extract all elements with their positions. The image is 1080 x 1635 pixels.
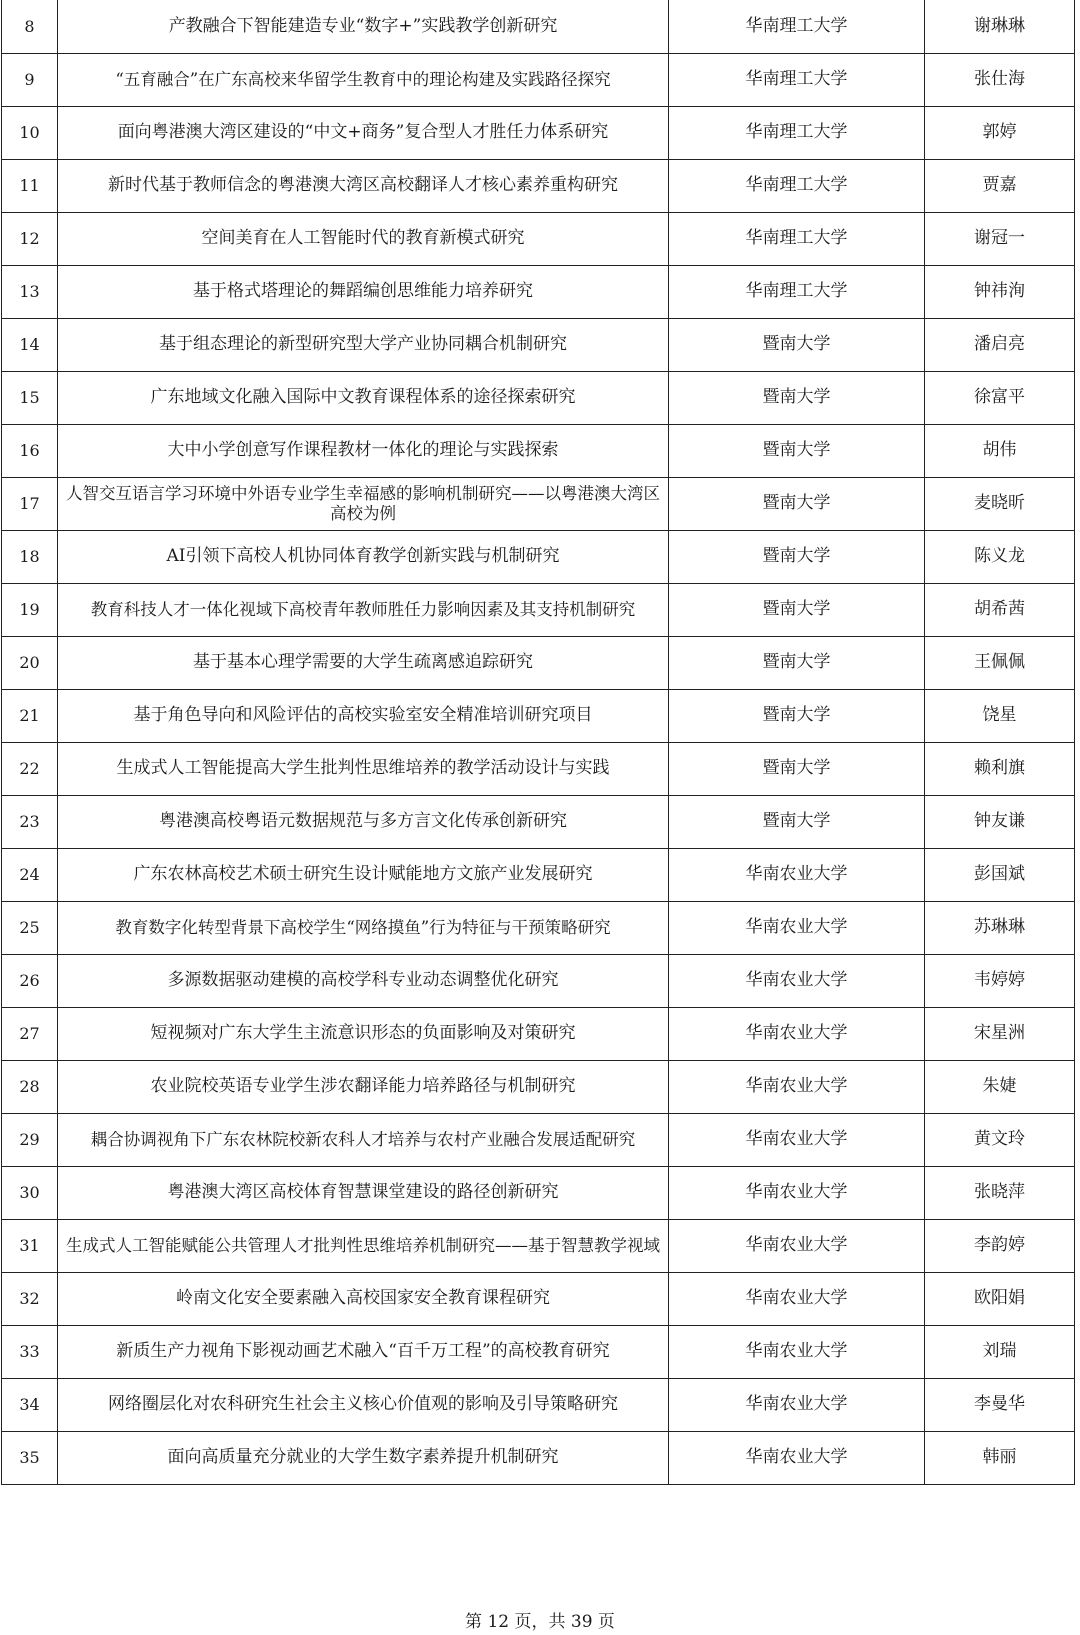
table-row (2, 901, 1075, 954)
institution-name: 华南理工大学 (669, 212, 925, 265)
table-row (2, 318, 1075, 371)
table-row (2, 1272, 1075, 1325)
table-row (2, 742, 1075, 795)
row-number: 13 (2, 265, 58, 318)
project-title: 面向高质量充分就业的大学生数字素养提升机制研究 (58, 1431, 669, 1484)
institution-name: 暨南大学 (669, 689, 925, 742)
project-leader: 朱婕 (925, 1060, 1075, 1113)
row-number: 31 (2, 1219, 58, 1272)
institution-name: 华南农业大学 (669, 954, 925, 1007)
row-number: 18 (2, 530, 58, 583)
row-number: 19 (2, 583, 58, 636)
page-footer: 第 12 页，共 39 页 (465, 1612, 615, 1632)
institution-name: 暨南大学 (669, 636, 925, 689)
table-row (2, 954, 1075, 1007)
project-leader: 王佩佩 (925, 636, 1075, 689)
institution-name: 华南理工大学 (669, 53, 925, 106)
institution-name: 华南农业大学 (669, 1219, 925, 1272)
institution-name: 华南农业大学 (669, 1007, 925, 1060)
table-row (2, 1113, 1075, 1166)
project-leader: 刘瑞 (925, 1325, 1075, 1378)
project-title: 粤港澳高校粤语元数据规范与多方言文化传承创新研究 (58, 795, 669, 848)
institution-name: 华南农业大学 (669, 1113, 925, 1166)
project-leader: 胡伟 (925, 424, 1075, 477)
project-leader: 黄文玲 (925, 1113, 1075, 1166)
row-number: 16 (2, 424, 58, 477)
project-title: 网络圈层化对农科研究生社会主义核心价值观的影响及引导策略研究 (58, 1378, 669, 1431)
table-row (2, 212, 1075, 265)
project-leader: 徐富平 (925, 371, 1075, 424)
row-number: 21 (2, 689, 58, 742)
project-leader: 韩丽 (925, 1431, 1075, 1484)
table-row (2, 1431, 1075, 1484)
project-leader: 钟祎洵 (925, 265, 1075, 318)
table-row (2, 848, 1075, 901)
project-title: 教育科技人才一体化视域下高校青年教师胜任力影响因素及其支持机制研究 (58, 583, 669, 636)
project-title: 基于基本心理学需要的大学生疏离感追踪研究 (58, 636, 669, 689)
project-title: 大中小学创意写作课程教材一体化的理论与实践探索 (58, 424, 669, 477)
project-title: 生成式人工智能提高大学生批判性思维培养的教学活动设计与实践 (58, 742, 669, 795)
institution-name: 华南农业大学 (669, 1060, 925, 1113)
project-title: 人智交互语言学习环境中外语专业学生幸福感的影响机制研究——以粤港澳大湾区高校为例 (58, 477, 669, 530)
project-title: 面向粤港澳大湾区建设的“中文+商务”复合型人才胜任力体系研究 (58, 106, 669, 159)
project-leader: 钟友谦 (925, 795, 1075, 848)
project-title: 产教融合下智能建造专业“数字+”实践教学创新研究 (58, 0, 669, 53)
institution-name: 暨南大学 (669, 583, 925, 636)
project-leader: 彭国斌 (925, 848, 1075, 901)
project-leader: 李曼华 (925, 1378, 1075, 1431)
row-number: 9 (2, 53, 58, 106)
table-row (2, 1325, 1075, 1378)
table-row (2, 689, 1075, 742)
project-leader: 苏琳琳 (925, 901, 1075, 954)
institution-name: 华南农业大学 (669, 1431, 925, 1484)
institution-name: 暨南大学 (669, 424, 925, 477)
row-number: 23 (2, 795, 58, 848)
row-number: 29 (2, 1113, 58, 1166)
row-number: 34 (2, 1378, 58, 1431)
table-row (2, 795, 1075, 848)
project-leader: 胡希茜 (925, 583, 1075, 636)
row-number: 8 (2, 0, 58, 53)
project-leader: 饶星 (925, 689, 1075, 742)
project-title: 耦合协调视角下广东农林院校新农科人才培养与农村产业融合发展适配研究 (58, 1113, 669, 1166)
table-row (2, 265, 1075, 318)
row-number: 14 (2, 318, 58, 371)
project-title: 教育数字化转型背景下高校学生“网络摸鱼”行为特征与干预策略研究 (58, 901, 669, 954)
row-number: 17 (2, 477, 58, 530)
row-number: 11 (2, 159, 58, 212)
institution-name: 暨南大学 (669, 477, 925, 530)
project-leader: 谢琳琳 (925, 0, 1075, 53)
project-leader: 赖利旗 (925, 742, 1075, 795)
institution-name: 华南农业大学 (669, 1272, 925, 1325)
project-title: 广东农林高校艺术硕士研究生设计赋能地方文旅产业发展研究 (58, 848, 669, 901)
project-title: 基于组态理论的新型研究型大学产业协同耦合机制研究 (58, 318, 669, 371)
institution-name: 华南农业大学 (669, 1325, 925, 1378)
table-row (2, 477, 1075, 530)
row-number: 33 (2, 1325, 58, 1378)
institution-name: 华南农业大学 (669, 1166, 925, 1219)
project-list-table (1, 0, 1075, 1485)
table-row (2, 636, 1075, 689)
row-number: 20 (2, 636, 58, 689)
project-title: 短视频对广东大学生主流意识形态的负面影响及对策研究 (58, 1007, 669, 1060)
project-leader: 宋星洲 (925, 1007, 1075, 1060)
project-leader: 张仕海 (925, 53, 1075, 106)
row-number: 30 (2, 1166, 58, 1219)
institution-name: 华南农业大学 (669, 1378, 925, 1431)
project-title: 基于格式塔理论的舞蹈编创思维能力培养研究 (58, 265, 669, 318)
project-leader: 陈义龙 (925, 530, 1075, 583)
project-leader: 韦婷婷 (925, 954, 1075, 1007)
table-row (2, 159, 1075, 212)
project-leader: 李韵婷 (925, 1219, 1075, 1272)
project-title: 新时代基于教师信念的粤港澳大湾区高校翻译人才核心素养重构研究 (58, 159, 669, 212)
project-title: 广东地域文化融入国际中文教育课程体系的途径探索研究 (58, 371, 669, 424)
row-number: 35 (2, 1431, 58, 1484)
table-row (2, 0, 1075, 53)
table-row (2, 53, 1075, 106)
row-number: 24 (2, 848, 58, 901)
project-leader: 谢冠一 (925, 212, 1075, 265)
institution-name: 华南理工大学 (669, 265, 925, 318)
project-title: 新质生产力视角下影视动画艺术融入“百千万工程”的高校教育研究 (58, 1325, 669, 1378)
table-row (2, 583, 1075, 636)
row-number: 27 (2, 1007, 58, 1060)
project-title: “五育融合”在广东高校来华留学生教育中的理论构建及实践路径探究 (58, 53, 669, 106)
project-title: 多源数据驱动建模的高校学科专业动态调整优化研究 (58, 954, 669, 1007)
table-row (2, 1378, 1075, 1431)
table-row (2, 1219, 1075, 1272)
project-leader: 张晓萍 (925, 1166, 1075, 1219)
table-row (2, 530, 1075, 583)
row-number: 10 (2, 106, 58, 159)
table-row (2, 424, 1075, 477)
institution-name: 华南农业大学 (669, 848, 925, 901)
row-number: 15 (2, 371, 58, 424)
project-rows (2, 0, 1075, 1484)
project-leader: 潘启亮 (925, 318, 1075, 371)
project-leader: 贾嘉 (925, 159, 1075, 212)
table-row (2, 1007, 1075, 1060)
row-number: 12 (2, 212, 58, 265)
project-title: 基于角色导向和风险评估的高校实验室安全精准培训研究项目 (58, 689, 669, 742)
project-leader: 郭婷 (925, 106, 1075, 159)
table-row (2, 106, 1075, 159)
institution-name: 华南理工大学 (669, 159, 925, 212)
row-number: 28 (2, 1060, 58, 1113)
project-title: 生成式人工智能赋能公共管理人才批判性思维培养机制研究——基于智慧教学视域 (58, 1219, 669, 1272)
row-number: 25 (2, 901, 58, 954)
row-number: 32 (2, 1272, 58, 1325)
table-row (2, 1166, 1075, 1219)
institution-name: 暨南大学 (669, 371, 925, 424)
project-title: 农业院校英语专业学生涉农翻译能力培养路径与机制研究 (58, 1060, 669, 1113)
institution-name: 暨南大学 (669, 795, 925, 848)
row-number: 26 (2, 954, 58, 1007)
institution-name: 暨南大学 (669, 318, 925, 371)
project-title: 岭南文化安全要素融入高校国家安全教育课程研究 (58, 1272, 669, 1325)
table-row (2, 1060, 1075, 1113)
institution-name: 暨南大学 (669, 530, 925, 583)
institution-name: 华南农业大学 (669, 901, 925, 954)
project-title: 空间美育在人工智能时代的教育新模式研究 (58, 212, 669, 265)
project-leader: 麦晓昕 (925, 477, 1075, 530)
institution-name: 华南理工大学 (669, 106, 925, 159)
project-leader: 欧阳娟 (925, 1272, 1075, 1325)
institution-name: 华南理工大学 (669, 0, 925, 53)
project-title: AI引领下高校人机协同体育教学创新实践与机制研究 (58, 530, 669, 583)
table-row (2, 371, 1075, 424)
project-title: 粤港澳大湾区高校体育智慧课堂建设的路径创新研究 (58, 1166, 669, 1219)
row-number: 22 (2, 742, 58, 795)
institution-name: 暨南大学 (669, 742, 925, 795)
